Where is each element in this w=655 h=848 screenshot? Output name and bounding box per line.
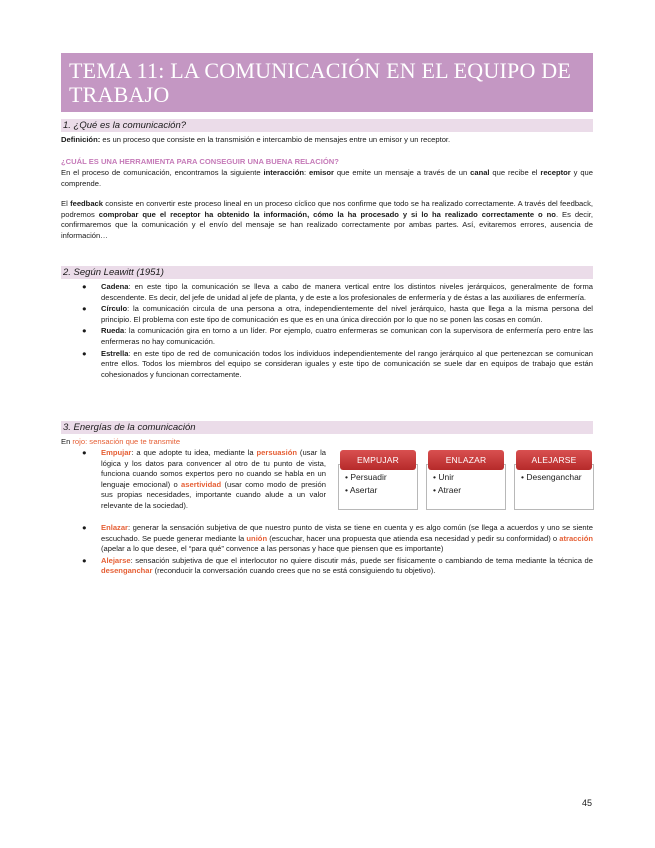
word-atraccion: atracción <box>559 533 593 543</box>
list-item-empujar <box>82 448 326 512</box>
item-text: : la comunicación circula de una persona a otra, independientemente del nivel jerárquico, hasta que llega a la misma persona del principio. El problema con este tipo de comunicación es que es en una única dirección por lo que no se ponen las cosas en común. <box>101 304 593 324</box>
text: (reconducir la conversación cuando crees que no se está consiguiendo tu objetivo). <box>152 566 436 576</box>
list-item <box>82 326 593 347</box>
label-enlazar: Enlazar <box>101 523 129 532</box>
bold-canal: canal <box>470 168 490 177</box>
bullet-icon: ● <box>82 282 87 291</box>
word-union: unión <box>246 533 268 543</box>
diagram-item-text: Unir <box>438 472 454 482</box>
text: (apelar a lo que desee, el “para qué” convence a las personas y hace que piensen que es importante) <box>101 544 444 554</box>
diagram-head-enlazar: ENLAZAR <box>428 450 504 470</box>
text: En el proceso de comunicación, encontramos la siguiente <box>61 168 264 177</box>
diagram-item-text: Desenganchar <box>526 472 582 482</box>
item-label: Rueda <box>101 326 125 336</box>
text: : generar la sensación subjetiva de que nuestro punto de vista se tiene en cuenta y es algo común (se llega a acuerdos y uno se siente escuchado. Se puede generar mediante la <box>101 523 593 543</box>
energias-list-top <box>82 448 326 513</box>
interaction-paragraph <box>61 168 593 189</box>
subheading-tool: ¿CUÁL ES UNA HERRAMIENTA PARA CONSEGUIR UNA BUENA RELACIÓN? <box>61 157 339 166</box>
text: que emite un mensaje a través de un <box>333 168 471 177</box>
bold-receptor: receptor <box>540 168 571 177</box>
text: (usar como modo de presión sus propias necesidades, importante cuando alude a un valor relevante de la sociedad). <box>101 479 326 510</box>
text: En <box>61 437 73 446</box>
section-heading-1: 1. ¿Qué es la comunicación? <box>61 119 593 132</box>
item-text: : la comunicación gira en torno a un líder. Por ejemplo, cuatro enfermeras se comunican con la supervisora de enfermería pero entre las enfermeras no hay comunicación. <box>101 326 593 346</box>
text: (usar la lógica y los datos para convencer al otro de tu punto de vista, funciona cuando somos expertos pero no cuando se habla en un lenguaje emocional) o <box>101 448 326 489</box>
text: que recibe el <box>489 168 541 177</box>
list-item-enlazar <box>82 523 593 555</box>
diagram-item: • Desenganchar <box>521 472 582 482</box>
list-item <box>82 348 593 381</box>
bold-feedback: feedback <box>70 199 103 208</box>
diagram-body-enlazar <box>426 464 506 510</box>
page-title: TEMA 11: LA COMUNICACIÓN EN EL EQUIPO DE TRABAJO <box>69 58 571 107</box>
text: . Es decir, confirmaremos que la comunicación y el envío del mensaje se han realizado correctamente por ambas partes. Así, evitaremos errores, ausencia de información… <box>61 209 593 240</box>
text: El <box>61 199 71 208</box>
red-word: rojo <box>72 437 86 446</box>
feedback-paragraph <box>61 199 593 241</box>
diagram-body-alejarse <box>514 464 594 510</box>
bullet-icon: ● <box>82 348 87 358</box>
section-heading-2: 2. Según Leawitt (1951) <box>61 266 593 279</box>
list-item <box>82 282 593 303</box>
word-asertividad: asertividad <box>181 479 222 489</box>
text: consiste en convertir este proceso lineal en un proceso cíclico que nos confirme que todo se ha realizado correctamente. A través del feedback, podremos <box>61 199 593 219</box>
bullet-icon: ● <box>82 523 87 532</box>
bullet-icon: ● <box>82 304 87 314</box>
diagram-item: • Asertar <box>345 485 378 495</box>
bold-emisor: emisor <box>309 168 334 177</box>
bold-comprobar: comprobar que el receptor ha obtenido la información, cómo la ha procesado y si lo ha realizado correctamente o no <box>98 209 556 219</box>
definition-paragraph <box>61 135 593 146</box>
page-number: 45 <box>582 798 593 808</box>
item-label: Círculo <box>101 304 128 314</box>
word-desenganchar: desenganchar <box>101 566 153 576</box>
definition-label: Definición: <box>61 135 101 144</box>
item-text: : en este tipo de red de comunicación todos los individuos independientemente del rango jerárquico al que pertenezcan se comunican entre ellos. Todos los miembros del equipo se consideran iguales y este tipo de comunicación se suele dar en equipos de trabajo que están cohesionados y funcionan correctamente. <box>101 348 593 379</box>
diagram-item: • Atraer <box>433 485 462 495</box>
network-types-list <box>82 282 593 381</box>
diagram-head-empujar: EMPUJAR <box>340 450 416 470</box>
item-label: Cadena <box>101 282 129 291</box>
list-item-alejarse <box>82 555 593 577</box>
diagram-item: • Persuadir <box>345 472 387 482</box>
energias-list-bottom <box>82 523 593 578</box>
text: y que comprende. <box>61 168 594 188</box>
diagram-item-text: Asertar <box>349 485 378 495</box>
item-text: : en este tipo la comunicación se lleva a cabo de manera vertical entre los distintos niveles jerárquicos, generalmente de forma descendente. Es decir, del jefe de unidad al jefe de planta, y de este a los profesionales de enfermería y de éstas a las auxiliares de enfermería. <box>101 282 593 302</box>
diagram-item-text: Persuadir <box>350 472 387 482</box>
word-persuasion: persuasión <box>256 448 298 457</box>
diagram-body-empujar <box>338 464 418 510</box>
section-heading-3: 3. Energías de la comunicación <box>61 421 593 434</box>
definition-text: es un proceso que consiste en la transmisión e intercambio de mensajes entre un emisor y un receptor. <box>100 135 451 144</box>
bold-interaccion: interacción <box>263 168 305 177</box>
diagram-item-text: Atraer <box>437 485 462 495</box>
intro-note: : sensación que te transmite <box>85 437 181 446</box>
text: (escuchar, hacer una propuesta que atienda esa necesidad y pedir su conformidad) o <box>267 533 560 543</box>
label-empujar: Empujar <box>101 448 132 457</box>
bullet-icon: ● <box>82 555 87 565</box>
diagram-head-alejarse: ALEJARSE <box>516 450 592 470</box>
title-banner <box>61 53 593 112</box>
text: : <box>304 168 310 177</box>
energias-intro <box>61 437 593 448</box>
text: : a que adopte tu idea, mediante la <box>131 448 257 457</box>
list-item <box>82 304 593 325</box>
item-label: Estrella <box>101 348 129 358</box>
bullet-icon: ● <box>82 448 87 457</box>
diagram-item: • Unir <box>433 472 454 482</box>
text: : sensación subjetiva de que el interlocutor no quiere discutir más, puede ser físicamente o cambiando de tema mediante la técnica de <box>130 555 593 565</box>
bullet-icon: ● <box>82 326 87 336</box>
label-alejarse: Alejarse <box>101 555 131 565</box>
